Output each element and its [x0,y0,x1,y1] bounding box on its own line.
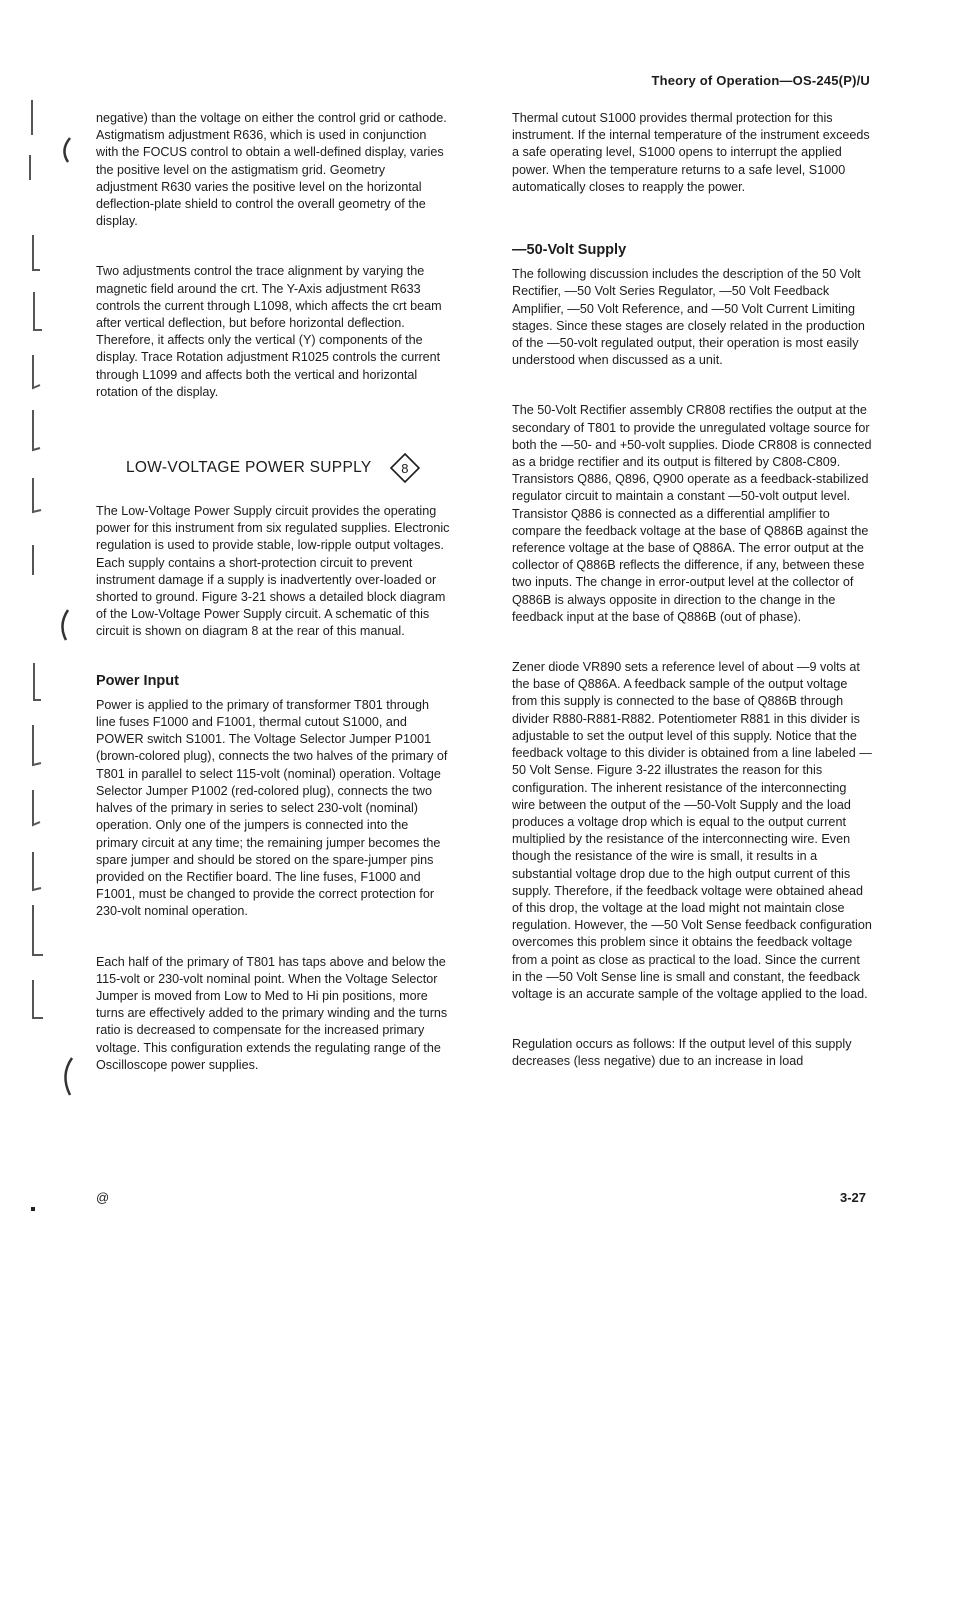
paragraph-thermal-cutout: Thermal cutout S1000 provides thermal protection for this instrument. If the internal temperature of the instrument exceeds a safe operating level, S1000 opens to interrupt the applied power. When the temperature returns to a safe level, S1000 automatically closes to reapply the power. [512,111,870,194]
paragraph-50v-rectifier: The 50-Volt Rectifier assembly CR808 rectifies the output at the secondary of T801 to provide the unregulated voltage source for both the —50- and +50-volt supplies. Diode CR808 is connected as a bridge rectifier and its output is filtered by C808-C809. Transistors Q886, Q896, Q900 operate as a feedback-stabilized regulator circuit to maintain a constant —50-volt output level. Transistor Q886 is connected as a differential amplifier to compare the feedback voltage at the base of Q886B against the reference voltage at the base of Q886A. The error output at the collector of Q886B reflects the difference, if any, between these two inputs. The change in error-output level at the collector of Q886B is always opposite in direction to the change in the feedback input at the base of Q886B (out of phase). [512,403,872,624]
diagram-number-diamond-icon [390,453,420,483]
section-title-text: LOW-VOLTAGE POWER SUPPLY [126,459,372,477]
heading-50-volt-supply: —50-Volt Supply [512,242,627,259]
right-column [512,110,872,1071]
paragraph-power-input: Power is applied to the primary of transformer T801 through line fuses F1000 and F1001, thermal cutout S1000, and POWER switch S1001. The Voltage Selector Jumper P1001 (brown-colored plug), connects the two halves of the primary of T801 in parallel to select 115-volt (nominal) operation. Voltage Selector Jumper P1002 (red-colored plug), connects the two halves of the primary in series to select 230-volt (nominal) operation. Only one of the jumpers is connected into the primary circuit at any time; the remaining jumper becomes the spare jumper and should be stored on the spare-jumper pins provided on the Rectifier board. The line fuses, F1000 and F1001, must be changed to provide the correct protection for 230-volt nominal operation. [96,697,448,919]
paragraph-low-voltage-intro: The Low-Voltage Power Supply circuit provides the operating power for this instrument from six regulated supplies. Electronic regulation is used to provide stable, low-ripple output voltages. Each supply contains a short-protection circuit to prevent instrument damage if a supply is inadvertently over-loaded or shorted to ground. Figure 3-21 shows a detailed block diagram of the Low-Voltage Power Supply circuit. A schematic of this circuit is shown on diagram 8 at the rear of this manual. [96,504,450,639]
section-heading-low-voltage [126,453,450,483]
paragraph-50v-intro: The following discussion includes the description of the 50 Volt Rectifier, —50 Volt Series Regulator, —50 Volt Feedback Amplifier, —50 Volt Reference, and —50 Volt Current Limiting stages. Since these stages are closely related in the production of the —50-volt regulated output, their operation is most easily understood when discussed as a unit. [512,267,865,368]
paragraph-trace-alignment: Two adjustments control the trace alignment by varying the magnetic field around the crt. The Y-Axis adjustment R633 controls the current through L1098, which affects the crt beam after vertical deflection, but before horizontal deflection. Therefore, it affects only the vertical (Y) components of the display. Trace Rotation adjustment R1025 controls the current through L1099 and affects both the vertical and horizontal rotation of the display. [96,264,442,399]
left-column [96,110,450,1074]
heading-power-input: Power Input [96,672,179,689]
footer-mark: @ [96,1190,110,1205]
page-number: 3-27 [840,1190,867,1205]
running-header: Theory of Operation—OS-245(P)/U [651,73,870,88]
binding-margin-marks [0,0,80,1601]
paragraph-crt-adjustments: negative) than the voltage on either the control grid or cathode. Astigmatism adjustment R636, which is used in conjunction with the FOCUS control to obtain a well-defined display, varies the positive level on the astigmatism grid. Geometry adjustment R630 varies the positive level on the horizontal deflection-plate shield to control the overall geometry of the display. [96,111,447,229]
paragraph-zener-reference: Zener diode VR890 sets a reference level of about —9 volts at the base of Q886A. A feedback sample of the output voltage from this supply is connected to the base of Q886B through divider R880-R881-R882. Potentiometer R881 in this divider is adjustable to set the output level of this supply. Notice that the feedback voltage to this divider is obtained from a line labeled —50 Volt Sense. Figure 3-22 illustrates the reason for this configuration. The inherent resistance of the interconnecting wire between the output of the —50-Volt Supply and the load produces a voltage drop which is equal to the output current multiplied by the resistance of the interconnecting wire. Even though the resistance of the wire is small, it results in a substantial voltage drop due to the high output current of this supply. Therefore, if the feedback voltage were obtained ahead of this drop, the voltage at the load might not maintain close regulation. However, the —50 Volt Sense feedback configuration overcomes this problem since it obtains the feedback voltage from a point as close as practical to the load. Since the current in the —50 Volt Sense line is small and constant, the feedback voltage is an accurate sample of the voltage applied to the load. [512,660,872,1001]
diagram-number-text: 8 [400,461,409,477]
paragraph-regulation: Regulation occurs as follows: If the output level of this supply decreases (less negative) due to an increase in load [512,1037,852,1069]
paragraph-primary-taps: Each half of the primary of T801 has taps above and below the 115-volt or 230-volt nominal point. When the Voltage Selector Jumper is moved from Low to Med to Hi pin positions, more turns are effectively added to the primary winding and the turns ratio is decreased to compensate for the increased primary voltage. This configuration extends the regulating range of the Oscilloscope power supplies. [96,954,448,1072]
